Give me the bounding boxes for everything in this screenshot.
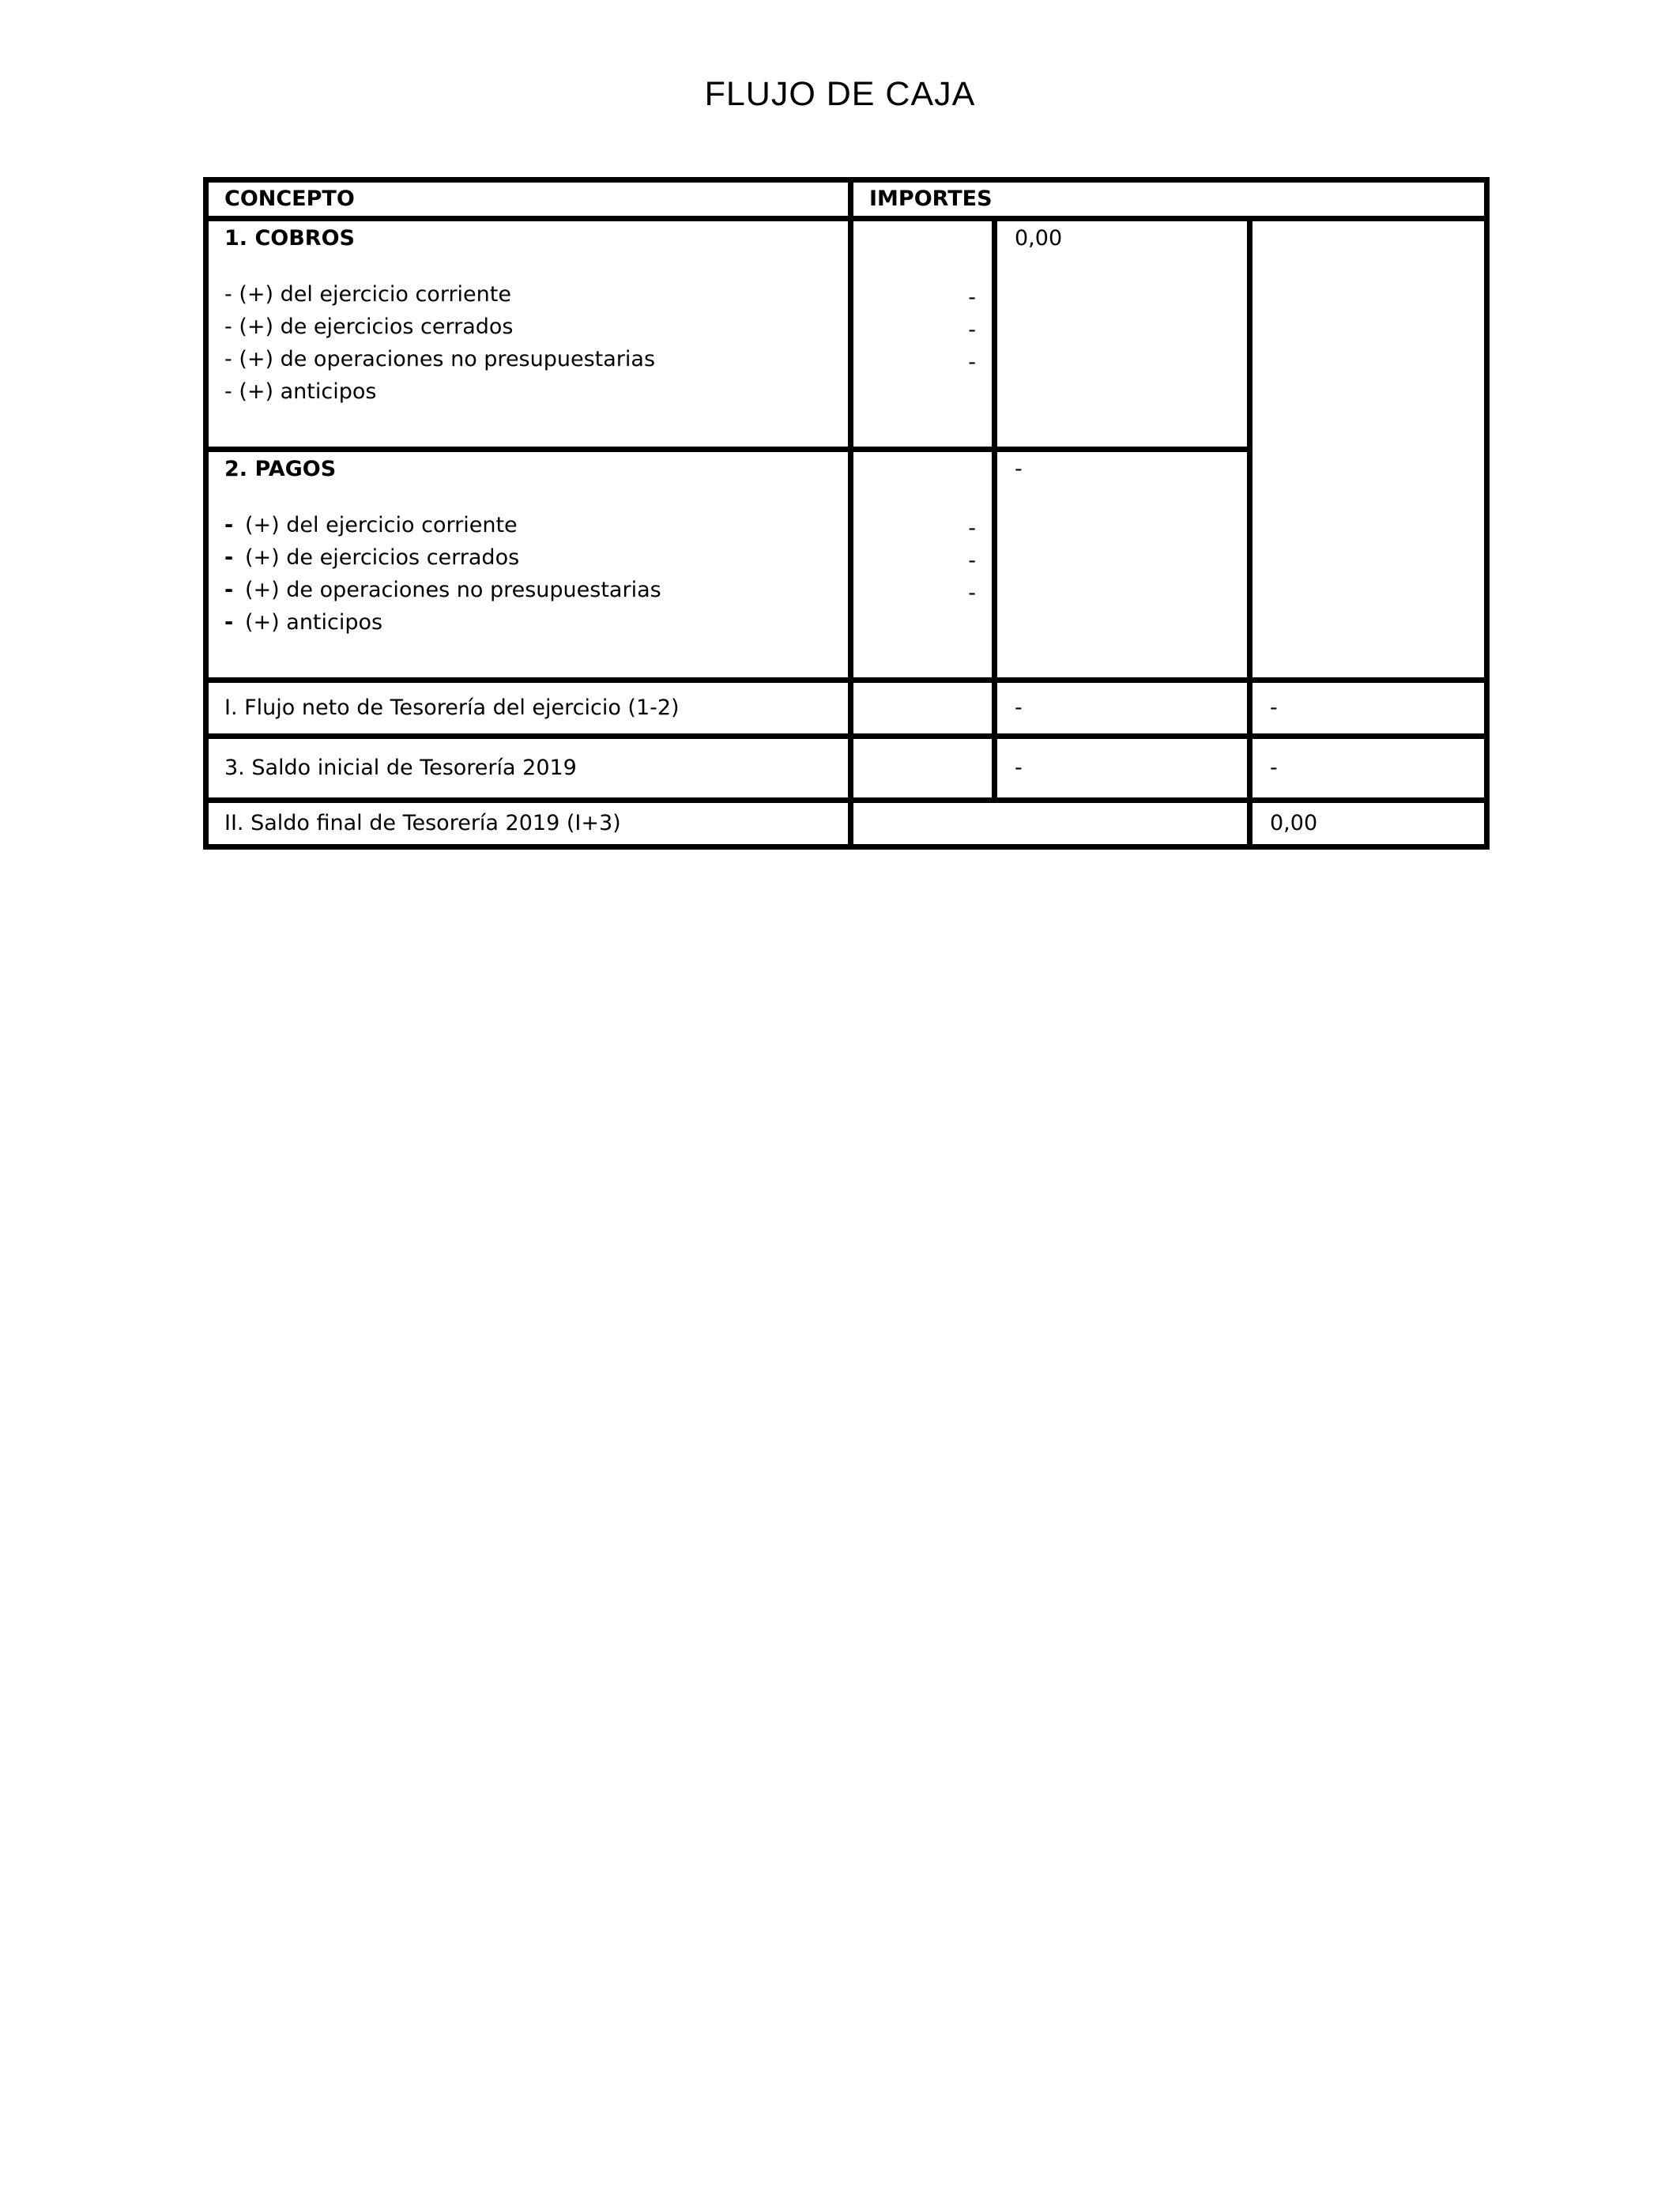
pagos-items	[209, 509, 848, 639]
pagos-item	[224, 509, 848, 541]
pagos-item	[224, 541, 848, 574]
pagos-item-value: -	[968, 516, 976, 541]
pagos-item-bullet: -	[224, 545, 234, 570]
pagos-total: -	[1015, 457, 1023, 481]
flujo-neto-row	[206, 680, 1487, 737]
table-header-row	[206, 180, 1487, 219]
pagos-item-label: (+) de operaciones no presupuestarias	[245, 578, 661, 602]
saldo-final-label: II. Saldo final de Tesorería 2019 (I+3)	[206, 801, 851, 847]
cobros-concept-cell	[206, 219, 851, 450]
cobros-item-value: -	[968, 350, 976, 375]
pagos-detail-values	[853, 512, 992, 642]
cobros-item-label: - (+) del ejercicio corriente	[224, 282, 511, 307]
flujo-neto-detail-cell	[851, 680, 995, 737]
cobros-pagos-result-cell	[1250, 219, 1487, 680]
cobros-total-cell	[995, 219, 1250, 450]
pagos-concept-cell	[206, 450, 851, 680]
flujo-neto-label: I. Flujo neto de Tesorería del ejercicio (1-2)	[206, 680, 851, 737]
pagos-item-bullet: -	[224, 610, 234, 635]
pagos-title: 2. PAGOS	[224, 457, 337, 481]
pagos-item-label: (+) de ejercicios cerrados	[245, 545, 520, 570]
cobros-item-value: -	[968, 318, 976, 342]
flujo-neto-total: -	[1250, 680, 1487, 737]
cobros-item-value	[853, 379, 976, 411]
cobros-row	[206, 219, 1487, 450]
saldo-inicial-value: -	[995, 737, 1250, 801]
cobros-total: 0,00	[1015, 226, 1063, 251]
cobros-item-label: - (+) de operaciones no presupuestarias	[224, 347, 656, 371]
document-title: FLUJO DE CAJA	[704, 75, 976, 113]
saldo-final-blank-cell	[851, 801, 1250, 847]
saldo-inicial-detail-cell	[851, 737, 995, 801]
cobros-title: 1. COBROS	[224, 226, 355, 251]
cobros-items	[209, 278, 848, 408]
pagos-item-bullet: -	[224, 578, 234, 602]
pagos-item-value	[853, 609, 976, 642]
saldo-inicial-total: -	[1250, 737, 1487, 801]
pagos-item	[224, 574, 848, 606]
cobros-detail-cell	[851, 219, 995, 450]
pagos-item-value: -	[968, 548, 976, 573]
cobros-item-label: - (+) de ejercicios cerrados	[224, 315, 514, 339]
pagos-item-label: (+) del ejercicio corriente	[245, 513, 518, 537]
saldo-inicial-label: 3. Saldo inicial de Tesorería 2019	[206, 737, 851, 801]
cobros-item-value: -	[968, 285, 976, 310]
saldo-final-total: 0,00	[1250, 801, 1487, 847]
pagos-item	[224, 606, 848, 639]
header-importes: IMPORTES	[851, 180, 1487, 219]
pagos-total-cell	[995, 450, 1250, 680]
pagos-detail-cell	[851, 450, 995, 680]
cobros-detail-values	[853, 281, 992, 411]
flujo-neto-value: -	[995, 680, 1250, 737]
saldo-final-row	[206, 801, 1487, 847]
header-concepto: CONCEPTO	[206, 180, 851, 219]
pagos-item-label: (+) anticipos	[245, 610, 383, 635]
cash-flow-table	[203, 177, 1490, 850]
cobros-item-label: - (+) anticipos	[224, 379, 377, 404]
pagos-item-bullet: -	[224, 513, 234, 537]
pagos-item-value: -	[968, 581, 976, 605]
saldo-inicial-row	[206, 737, 1487, 801]
